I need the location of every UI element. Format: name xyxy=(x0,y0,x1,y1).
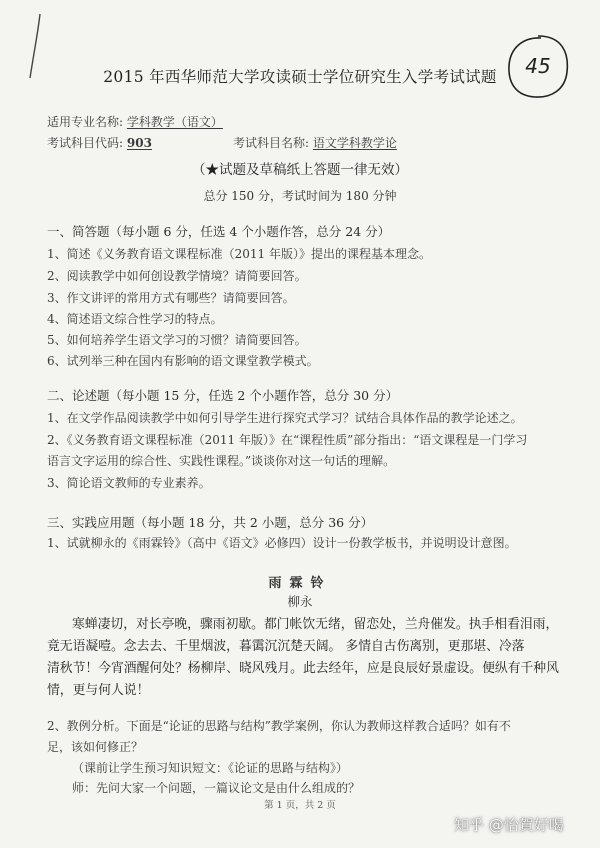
code-label: 考试科目代码: xyxy=(47,136,124,150)
question-item: 3、作文讲评的常用方式有哪些？请简要回答。 xyxy=(47,291,295,305)
poem-author: 柳永 xyxy=(287,594,313,609)
zhihu-watermark xyxy=(454,814,564,835)
watermark-user: @怡賀好喝 xyxy=(488,816,564,834)
major-line xyxy=(47,113,223,130)
question-item: 3、简论语文教师的专业素养。 xyxy=(47,476,211,490)
question-item: 师：先问大家一个问题，一篇议论文是由什么组成的？ xyxy=(72,781,361,795)
section-heading: 二、论述题（每小题 15 分，任选 2 个小题作答，总分 30 分） xyxy=(47,388,399,403)
question-item: 1、试就柳永的《雨霖铃》（高中《语文》必修四）设计一份教学板书，并说明设计意图。 xyxy=(47,536,517,550)
major-value: 学科教学（语文） xyxy=(126,115,223,129)
poem-line: 寒蝉凄切，对长亭晚，骤雨初歇。都门帐饮无绪，留恋处，兰舟催发。执手相看泪雨， xyxy=(72,617,559,632)
question-item: 语言文字运用的综合性、实践性课程。”谈谈你对这一句话的理解。 xyxy=(47,454,396,468)
score-line: 总分 150 分，考试时间为 180 分钟 xyxy=(203,189,397,203)
question-item: 2、阅读教学中如何创设教学情境？请简要回答。 xyxy=(47,269,307,283)
question-item: 1、简述《义务教育语文课程标准（2011 年版）》提出的课程基本理念。 xyxy=(47,247,431,261)
question-item: 6、试列举三种在国内有影响的语文课堂教学模式。 xyxy=(47,354,319,368)
major-label: 适用专业名称: xyxy=(47,115,124,129)
section-heading: 一、简答题（每小题 6 分，任选 4 个小题作答，总分 24 分） xyxy=(47,224,391,239)
question-item: 2、教例分析。下面是“论证的思路与结构”教学案例，你认为教师这样教合适吗？如有不 xyxy=(47,719,511,733)
subject-label: 考试科目名称: xyxy=(233,136,310,150)
poem-line: 情，更与何人说！ xyxy=(47,683,150,698)
question-item: （课前让学生预习知识短文：《论证的思路与结构》） xyxy=(72,761,349,775)
subject-line xyxy=(233,134,397,151)
exam-title: 2015 年西华师范大学攻读硕士学位研究生入学考试试题 xyxy=(103,68,497,86)
question-item: 5、如何培养学生语文学习的习惯？请简要回答。 xyxy=(47,333,307,347)
answer-notice: （★试题及草稿纸上答题一律无效） xyxy=(192,162,408,178)
subject-value: 语文学科教学论 xyxy=(312,136,397,150)
code-line xyxy=(47,134,152,151)
page-footer: 第 1 页，共 2 页 xyxy=(264,800,336,811)
page-mark-number: 45 xyxy=(525,54,551,78)
poem-title: 雨霖铃 xyxy=(268,576,332,591)
section-heading: 三、实践应用题（每小题 18 分，共 2 小题，总分 36 分） xyxy=(47,515,374,530)
zhihu-logo-text: 知乎 xyxy=(454,816,485,834)
question-item: 2、《义务教育语文课程标准（2011 年版）》在“课程性质”部分指出：“语文课程是一门学习 xyxy=(47,433,528,447)
question-item: 1、在文学作品阅读教学中如何引导学生进行探究式学习？试结合具体作品的教学论述之。 xyxy=(47,411,523,425)
code-value: 903 xyxy=(126,136,152,150)
question-item: 4、简述语文综合性学习的特点。 xyxy=(47,312,223,326)
poem-line: 清秋节！今宵酒醒何处？杨柳岸、晓风残月。此去经年，应是良辰好景虚设。便纵有千种风 xyxy=(47,661,559,676)
poem-line: 竟无语凝噎。念去去、千里烟波，暮霭沉沉楚天阔。 多情自古伤离别，更那堪、冷落 xyxy=(47,639,525,654)
question-item: 足，该如何修正？ xyxy=(47,740,144,754)
